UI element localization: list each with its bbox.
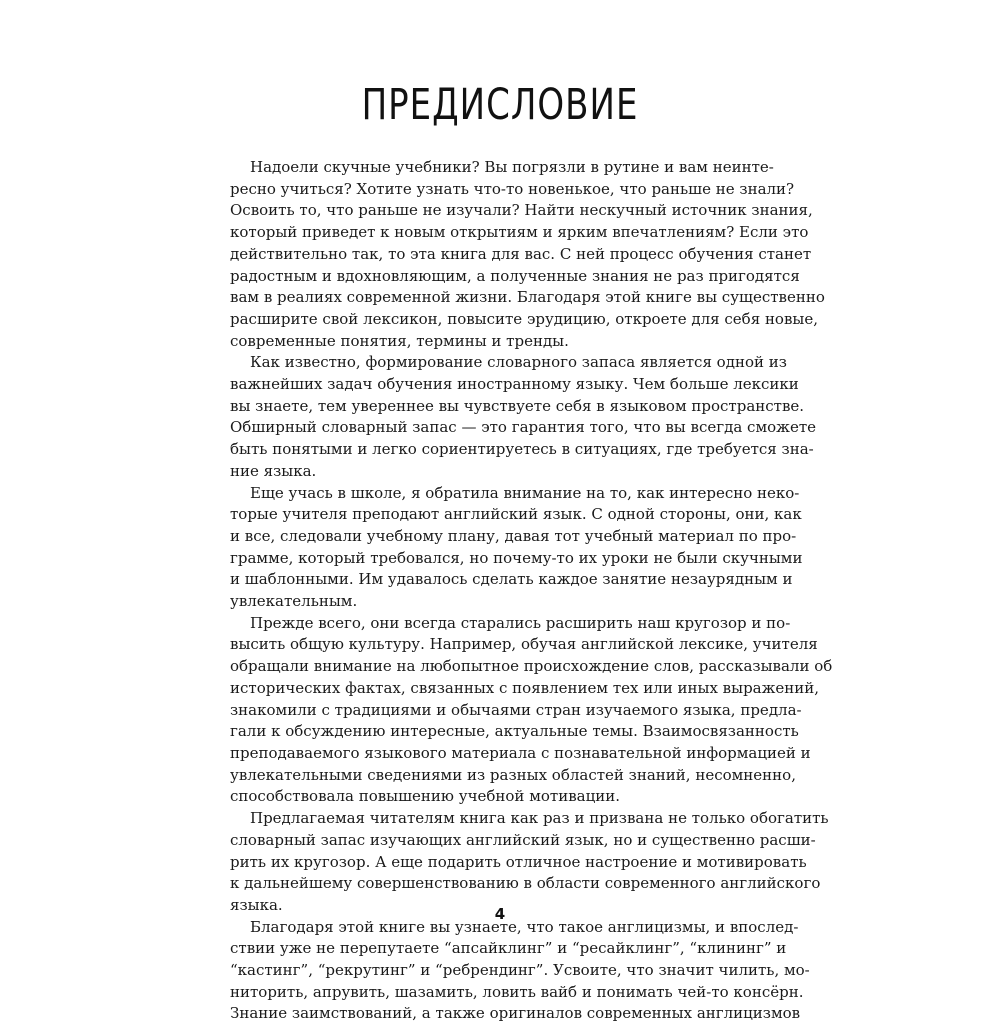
text-line: высить общую культуру. Например, обучая английской лексике, учителя: [230, 635, 818, 654]
text-line: Благодаря этой книге вы узнаете, что такое англицизмы, и впослед-: [250, 917, 799, 936]
text-line: Обширный словарный запас — это гарантия того, что вы всегда сможете: [230, 418, 816, 437]
text-line: Прежде всего, они всегда старались расширить наш кругозор и по-: [250, 613, 791, 632]
page-title: ПРЕДИСЛОВИЕ: [361, 80, 639, 130]
text-line: Освоить то, что раньше не изучали? Найти нескучный источник знания,: [230, 201, 813, 220]
text-line: действительно так, то эта книга для вас. С ней процесс обучения станет: [230, 244, 812, 263]
text-line: Надоели скучные учебники? Вы погрязли в рутине и вам неинте-: [250, 158, 774, 176]
text-line: исторических фактах, связанных с появлением тех или иных выражений,: [230, 678, 820, 697]
text-line: Знание заимствований, а также оригиналов современных англицизмов: [230, 1004, 801, 1023]
paragraph: [230, 613, 833, 808]
body-text: [230, 157, 833, 1025]
text-line: гали к обсуждению интересные, актуальные темы. Взаимосвязанность: [230, 722, 799, 741]
paragraph: [230, 157, 825, 352]
text-line: и шаблонными. Им удавалось сделать каждое занятие незаурядным и: [230, 570, 793, 589]
paragraph: [230, 352, 816, 482]
text-line: ресно учиться? Хотите узнать что-то новенькое, что раньше не знали?: [230, 179, 795, 198]
text-line: важнейших задач обучения иностранному языку. Чем больше лексики: [230, 375, 799, 394]
paragraph: [230, 917, 810, 1025]
text-line: Предлагаемая читателям книга как раз и призвана не только обогатить: [250, 809, 829, 828]
text-line: вы знаете, тем увереннее вы чувствуете себя в языковом пространстве.: [230, 396, 805, 415]
text-line: торые учителя преподают английский язык. С одной стороны, они, как: [230, 505, 802, 524]
text-line: увлекательными сведениями из разных областей знаний, несомненно,: [230, 765, 796, 784]
text-line: обращали внимание на любопытное происхождение слов, рассказывали об: [230, 657, 833, 676]
text-line: способствовала повышению учебной мотивации.: [230, 787, 620, 806]
text-line: Как известно, формирование словарного запаса является одной из: [250, 353, 787, 372]
text-line: ниторить, апрувить, шазамить, ловить вайб и понимать чей-то консёрн.: [230, 982, 804, 1001]
text-line: “кастинг”, “рекрутинг” и “ребрендинг”. Усвоите, что значит чилить, мо-: [230, 961, 810, 980]
text-line: и все, следовали учебному плану, давая тот учебный материал по про-: [230, 526, 797, 545]
page-number: 4: [494, 905, 506, 923]
text-line: ствии уже не перепутаете “апсайклинг” и “ресайклинг”, “клининг” и: [230, 939, 787, 958]
text-line: радостным и вдохновляющим, а полученные знания не раз пригодятся: [230, 266, 800, 285]
text-line: рить их кругозор. А еще подарить отличное настроение и мотивировать: [230, 852, 807, 871]
text-line: Еще учась в школе, я обратила внимание на то, как интересно неко-: [250, 483, 800, 502]
text-line: грамме, который требовался, но почему-то их уроки не были скучными: [230, 548, 803, 567]
text-line: словарный запас изучающих английский язык, но и существенно расши-: [230, 830, 816, 849]
text-line: к дальнейшему совершенствованию в области современного английского: [230, 874, 821, 893]
paragraph: [230, 808, 829, 917]
text-line: вам в реалиях современной жизни. Благодаря этой книге вы существенно: [230, 288, 825, 307]
text-line: преподаваемого языкового материала с познавательной информацией и: [230, 743, 811, 762]
text-line: ние языка.: [230, 461, 317, 480]
text-line: знакомили с традициями и обычаями стран изучаемого языка, предла-: [230, 700, 802, 719]
text-line: современные понятия, термины и тренды.: [230, 331, 569, 350]
paragraph: [230, 483, 803, 613]
text-line: который приведет к новым открытиям и ярким впечатлениям? Если это: [230, 223, 809, 242]
text-line: языка.: [230, 895, 283, 914]
text-line: увлекательным.: [230, 592, 358, 611]
text-line: быть понятыми и легко сориентируетесь в ситуациях, где требуется зна-: [230, 440, 814, 459]
text-line: расширите свой лексикон, повысите эрудицию, откроете для себя новые,: [230, 309, 818, 328]
